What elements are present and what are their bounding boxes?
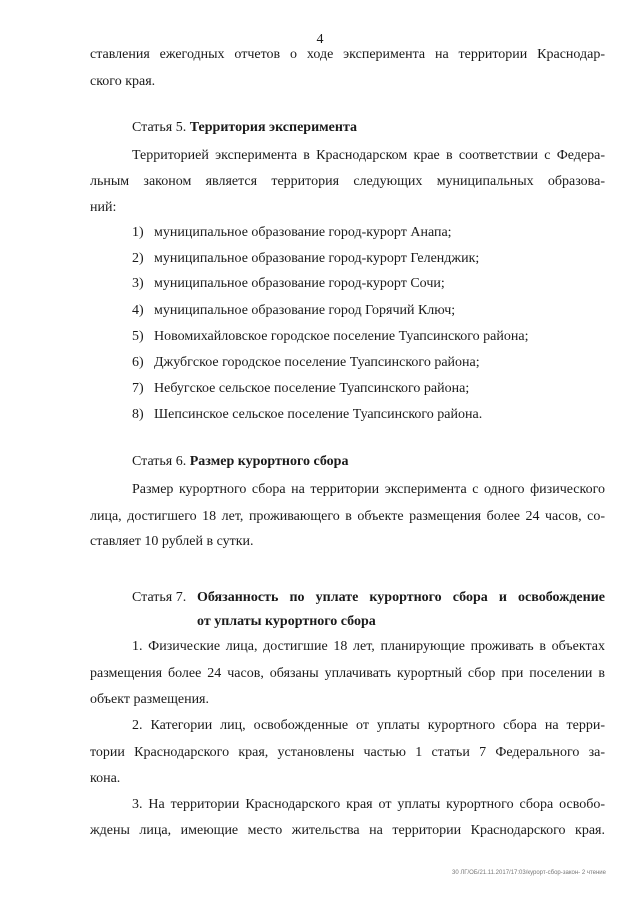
- list-item: [132, 329, 528, 345]
- list-item-number: 8): [132, 407, 144, 422]
- list-item-text: Новомихайловское городское поселение Туапсинского района;: [154, 329, 529, 344]
- article-7-prefix: Статья 7.: [132, 590, 187, 605]
- article-5-title: Территория эксперимента: [189, 120, 358, 135]
- article-7-p2-line-3: кона.: [90, 771, 121, 786]
- list-item-number: 7): [132, 381, 144, 396]
- intro-line-1: ставления ежегодных отчетов о ходе эксперимента на территории Краснодар-: [90, 47, 605, 62]
- article-6-prefix: Статья 6.: [132, 454, 190, 469]
- article-6-line-3: ставляет 10 рублей в сутки.: [90, 534, 254, 549]
- list-item: [132, 381, 469, 397]
- article-5-line-3: ний:: [90, 200, 117, 215]
- article-7-p3-line-1: 3. На территории Краснодарского края от уплаты курортного сбора освобо-: [132, 797, 605, 812]
- list-item-number: 6): [132, 355, 144, 370]
- article-6-heading: [132, 454, 348, 470]
- article-5-line-2: льным законом является территория следующих муниципальных образова-: [90, 174, 605, 189]
- list-item: [132, 251, 479, 267]
- article-7-p1-line-3: объект размещения.: [90, 692, 209, 707]
- list-item-text: Небугское сельское поселение Туапсинского района;: [154, 381, 470, 396]
- article-7-p3-line-2: ждены лица, имеющие место жительства на территории Краснодарского края.: [90, 823, 605, 838]
- article-6-line-1: Размер курортного сбора на территории эксперимента с одного физического: [132, 482, 605, 497]
- article-7-p2-line-1: 2. Категории лиц, освобожденные от уплаты курортного сбора на терри-: [132, 718, 605, 733]
- list-item-text: муниципальное образование город-курорт Геленджик;: [154, 251, 480, 266]
- list-item-text: Шепсинское сельское поселение Туапсинского района.: [154, 407, 483, 422]
- article-6-line-2: лица, достигшего 18 лет, проживающего в объекте размещения более 24 часов, со-: [90, 509, 605, 524]
- article-7-title-2: от уплаты курортного сбора: [197, 614, 376, 629]
- article-5-line-1: Территорией эксперимента в Краснодарском крае в соответствии с Федера-: [132, 148, 605, 163]
- list-item: [132, 276, 445, 292]
- list-item: [132, 407, 482, 423]
- article-6-title: Размер курортного сбора: [189, 454, 349, 469]
- list-item: [132, 355, 480, 371]
- list-item-number: 1): [132, 225, 144, 240]
- page-number: 4: [316, 32, 324, 47]
- list-item-text: Джубгское городское поселение Туапсинского района;: [154, 355, 480, 370]
- list-item-number: 3): [132, 276, 144, 291]
- list-item-number: 5): [132, 329, 144, 344]
- list-item-text: муниципальное образование город-курорт Анапа;: [154, 225, 452, 240]
- list-item-text: муниципальное образование город Горячий Ключ;: [154, 303, 456, 318]
- list-item: [132, 225, 452, 241]
- article-7-p1-line-1: 1. Физические лица, достигшие 18 лет, планирующие проживать в объектах: [132, 639, 605, 654]
- document-footer-stamp: 30 ЛГ/ОБ/21.11.2017/17:03/курорт-сбор-закон- 2 чтение: [451, 870, 606, 876]
- list-item-text: муниципальное образование город-курорт Сочи;: [154, 276, 445, 291]
- article-7-p1-line-2: размещения более 24 часов, обязаны уплачивать курортный сбор при поселении в: [90, 666, 605, 681]
- intro-line-2: ского края.: [90, 74, 156, 89]
- list-item: [132, 303, 455, 319]
- article-7-title-1: Обязанность по уплате курортного сбора и освобождение: [197, 590, 605, 605]
- article-5-heading: [132, 120, 357, 136]
- list-item-number: 2): [132, 251, 144, 266]
- list-item-number: 4): [132, 303, 144, 318]
- article-5-prefix: Статья 5.: [132, 120, 190, 135]
- article-7-p2-line-2: тории Краснодарского края, установлены частью 1 статьи 7 Федерального за-: [90, 745, 605, 760]
